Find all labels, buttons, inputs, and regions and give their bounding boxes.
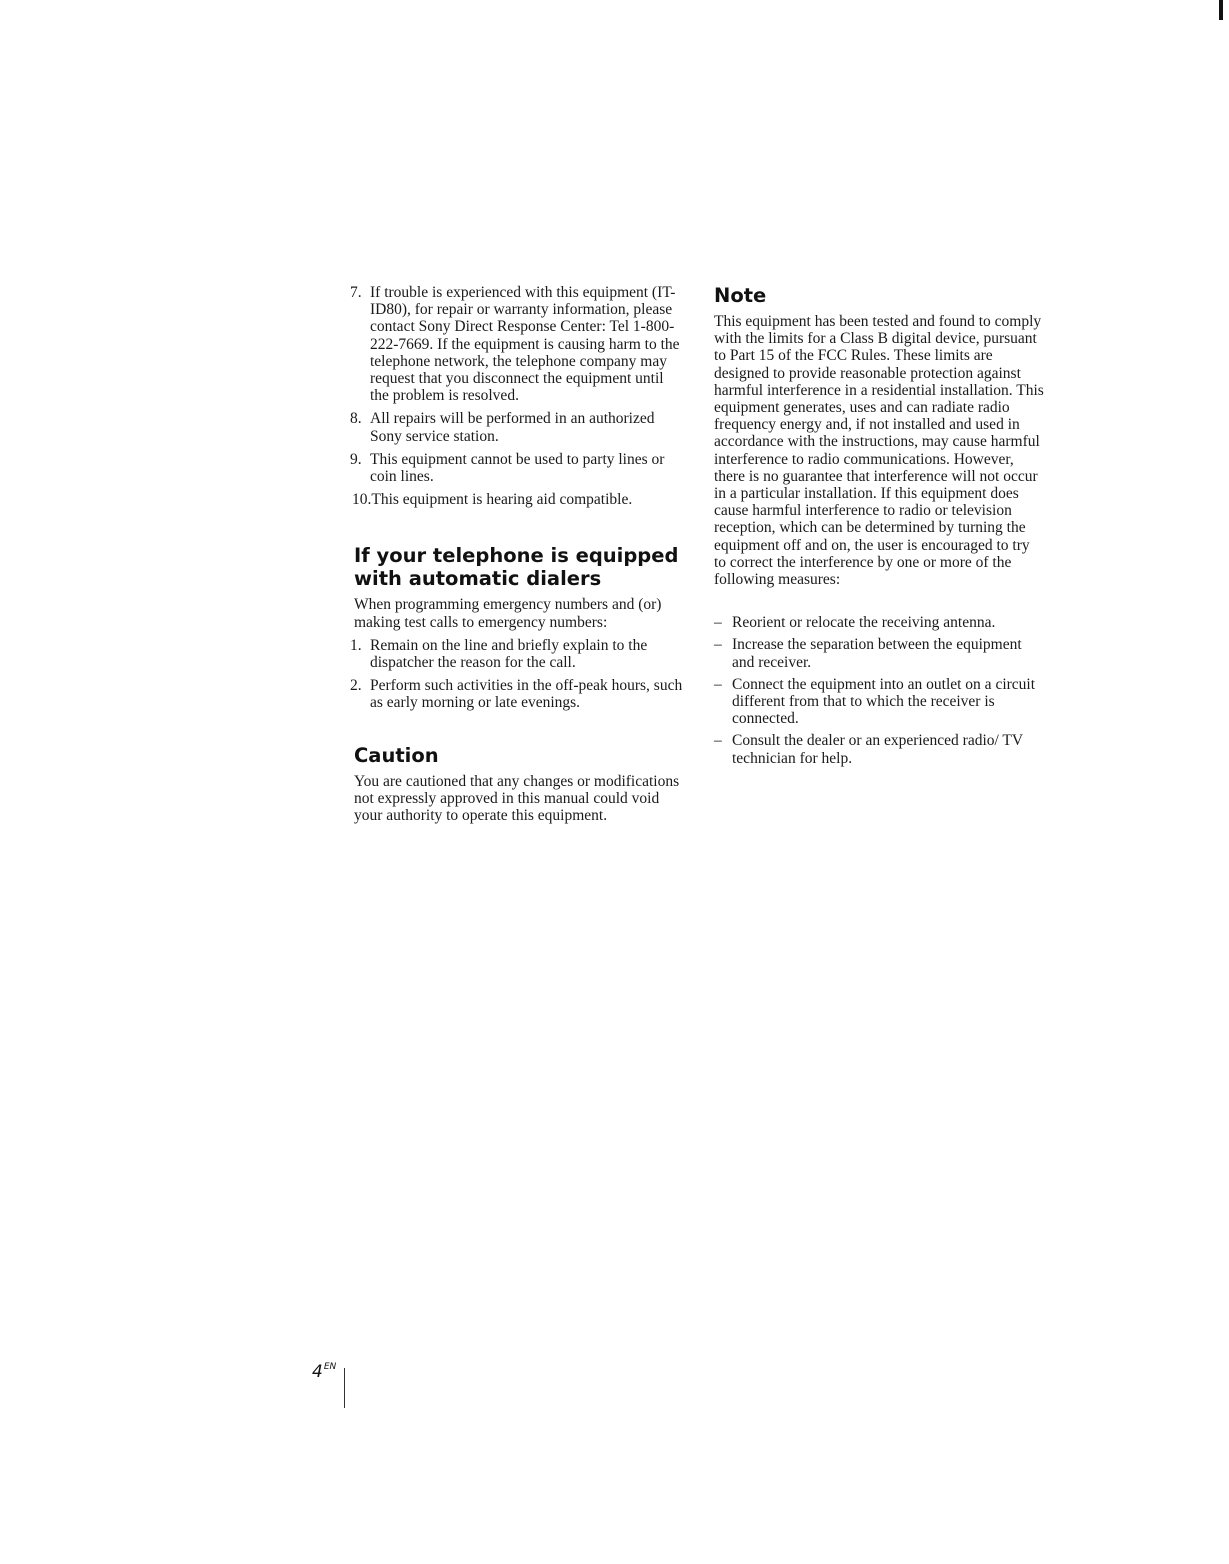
list-item-number: 9. bbox=[350, 450, 362, 468]
list-item bbox=[352, 491, 684, 508]
list-item-text: Perform such activities in the off-peak hours, such as early morning or late evenings. bbox=[370, 677, 683, 712]
list-item-text: Reorient or relocate the receiving antenna. bbox=[732, 614, 996, 632]
section-heading-note: Note bbox=[714, 284, 767, 307]
dash-bullet: – bbox=[714, 636, 722, 654]
measures-list bbox=[714, 614, 1044, 767]
list-item bbox=[350, 636, 684, 672]
dialers-intro: When programming emergency numbers and (or) making test calls to emergency numbers: bbox=[354, 596, 662, 631]
list-item bbox=[350, 677, 684, 712]
list-item-text: Connect the equipment into an outlet on a circuit different from that to which the receiver is connected. bbox=[732, 675, 1036, 728]
note-text: This equipment has been tested and found to comply with the limits for a Class B digital device, pursuant to Part 15 of the FCC Rules. These limits are designed to provide reasonable protection against harmful interference in a residential installation. This equipment generates, uses and can radiate radio frequency energy and, if not installed and used in accordance with the instructions, may cause harmful interference to radio communications. However, there is no guarantee that interference will not occur in a particular installation. If this equipment does cause harmful interference to radio or television reception, which can be determined by turning the equipment off and on, the user is encouraged to try to correct the interference by one or more of the following measures: bbox=[714, 313, 1044, 589]
left-column bbox=[350, 284, 684, 830]
list-item-text: This equipment cannot be used to party lines or coin lines. bbox=[370, 450, 665, 486]
scan-edge-mark bbox=[1219, 0, 1223, 20]
list-item bbox=[350, 450, 684, 486]
right-column bbox=[714, 284, 1044, 772]
dialers-list bbox=[350, 636, 684, 712]
list-item-number: 1. bbox=[350, 636, 362, 654]
list-item-number: 7. bbox=[350, 284, 362, 301]
list-item bbox=[714, 676, 1044, 728]
list-item-text: Consult the dealer or an experienced radio/ TV technician for help. bbox=[732, 732, 1023, 767]
list-item bbox=[714, 636, 1044, 670]
regulatory-list bbox=[350, 284, 684, 509]
list-item bbox=[350, 410, 684, 445]
page-number-value: 4 bbox=[312, 1362, 323, 1382]
dash-bullet: – bbox=[714, 614, 722, 632]
page-number bbox=[312, 1362, 336, 1382]
section-heading-automatic-dialers: If your telephone is equipped with automatic dialers bbox=[354, 544, 679, 591]
page-number-suffix: EN bbox=[323, 1362, 337, 1372]
list-item-text: Remain on the line and briefly explain to the dispatcher the reason for the call. bbox=[370, 636, 648, 672]
caution-text: You are cautioned that any changes or modifications not expressly approved in this manual could void your authority to operate this equipment. bbox=[354, 772, 680, 825]
list-item bbox=[714, 614, 1044, 631]
list-item bbox=[714, 732, 1044, 766]
footer-divider bbox=[344, 1368, 345, 1408]
list-item-number: 2. bbox=[350, 677, 362, 695]
list-item-text: 10.This equipment is hearing aid compatible. bbox=[352, 491, 633, 509]
list-item-number: 8. bbox=[350, 410, 362, 428]
list-item bbox=[350, 284, 684, 405]
dash-bullet: – bbox=[714, 732, 722, 750]
list-item-text: Increase the separation between the equipment and receiver. bbox=[732, 636, 1022, 671]
dash-bullet: – bbox=[714, 675, 722, 693]
list-item-text: If trouble is experienced with this equipment (IT-ID80), for repair or warranty information, please contact Sony Direct Response Center: Tel 1-800-222-7669. If the equipment is causing harm to the telephone network, the telephone company may request that you disconnect the equipment until the problem is resolved. bbox=[370, 284, 680, 405]
section-heading-caution: Caution bbox=[354, 743, 439, 767]
list-item-text: All repairs will be performed in an authorized Sony service station. bbox=[370, 410, 655, 445]
